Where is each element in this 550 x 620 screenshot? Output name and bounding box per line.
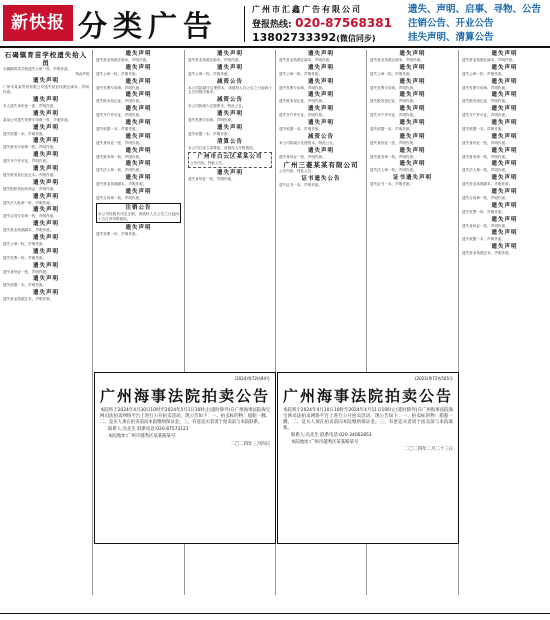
auction-date: 二〇二四年二月二十三日 xyxy=(404,447,453,453)
notice-title: 遗失声明 xyxy=(125,133,152,140)
notice-body: 遗失发票专用章，声明作废。 xyxy=(188,117,235,122)
notice-body: 遗失发票一份，声明作废。 xyxy=(96,232,140,237)
notice-body: 遗失收据一本，声明作废。 xyxy=(3,283,47,288)
notice-body: 遗失发票专用章，声明作废。 xyxy=(96,85,143,90)
notice-title: 遗失声明 xyxy=(491,202,518,209)
notice-body: 遗失法人章一枚，声明作废。 xyxy=(462,168,509,173)
classified-notice xyxy=(462,189,547,201)
notice-body: 遗失收据一本，声明作废。 xyxy=(462,126,506,131)
classified-notice xyxy=(462,230,547,242)
notice-body: 石碣镇育苗学校遗失公章一枚，声明作废。 xyxy=(3,67,72,71)
classified-notice xyxy=(462,120,547,132)
classified-notice xyxy=(370,92,455,104)
services-line-1: 遗失、声明、启事、寻物、公告 xyxy=(408,4,542,15)
notice-body: 遗失法人私章一枚，声明作废。 xyxy=(3,200,54,205)
classified-notice xyxy=(279,176,363,188)
notice-body: 遗失公章一枚，声明作废。 xyxy=(188,71,232,76)
page-header xyxy=(0,0,550,48)
classified-notice xyxy=(462,51,547,63)
auction-contact: 联系人:冯先生 联系电话:020-34062853 xyxy=(291,432,372,438)
notice-body: 广州市某某贸易有限公司遗失营业执照正副本，声明作废。 xyxy=(3,85,89,95)
classified-notice xyxy=(3,235,89,247)
notice-body: 遗失营业执照副本，声明作废。 xyxy=(3,228,54,233)
classified-notice xyxy=(188,97,272,109)
classified-notice xyxy=(3,138,89,150)
classified-notice xyxy=(3,125,89,137)
notice-body: 遗失发票一份，声明作废。 xyxy=(3,255,47,260)
notice-body: 遗失收据一本，声明作废。 xyxy=(370,126,414,131)
footer-rule xyxy=(0,613,550,614)
notice-title: 遗失声明 xyxy=(32,78,59,85)
notice-body: 遗失发票专用章，声明作废。 xyxy=(370,85,417,90)
hotline xyxy=(252,16,392,30)
auction-case-number: (2023)粤72执505号 xyxy=(414,376,453,381)
notice-body: 遗失财务章一枚，声明作废。 xyxy=(462,154,509,159)
notice-title: 遗失声明 xyxy=(307,64,334,71)
notice-title: 遗失声明 xyxy=(125,175,152,182)
notice-body: 遗失法人章一枚，声明作废。 xyxy=(96,168,143,173)
notice-title: 遗失声明 xyxy=(32,193,59,200)
notice-body: 遗失组织机构代码证，声明作废。 xyxy=(3,186,57,191)
classified-notice xyxy=(3,207,89,219)
classified-notice xyxy=(279,51,363,63)
notice-body: 遗失营业执照正副本，声明作废。 xyxy=(279,58,333,62)
classified-notice xyxy=(370,65,455,77)
notice-title: 遗失声明 xyxy=(32,234,59,241)
classified-notice xyxy=(96,51,181,63)
notice-title: 遗失声明 xyxy=(216,51,243,57)
notice-title: 遗失声明 xyxy=(399,119,426,126)
classified-notice xyxy=(96,203,181,224)
auction-title: 广州海事法院拍卖公告 xyxy=(100,387,271,405)
notice-body: 遗失身份证一张，声明作废。 xyxy=(462,140,509,145)
classified-notice xyxy=(96,148,181,160)
notice-body: 遗失财务专用章一枚，声明作废。 xyxy=(3,145,57,150)
notice-title: 遗失声明 xyxy=(125,78,152,85)
masthead-logo: 新快报 xyxy=(3,5,73,41)
classified-notice xyxy=(370,120,455,132)
notice-title: 遗失声明 xyxy=(125,119,152,126)
classified-notice xyxy=(96,189,181,201)
notice-body: 遗失开户许可证，声明作废。 xyxy=(462,113,509,118)
notice-title: 遗失声明 xyxy=(399,92,426,99)
classified-notice xyxy=(188,139,272,151)
notice-body: 遗失营业执照副本，声明作废。 xyxy=(462,182,513,187)
notice-title: 遗失声明 xyxy=(491,147,518,154)
notice-title: 清算公告 xyxy=(216,138,243,145)
notice-title: 遗失声明 xyxy=(399,147,426,154)
notice-body: 遗失收据一本，声明作废。 xyxy=(462,237,506,242)
auction-title: 广州海事法院拍卖公告 xyxy=(283,387,454,405)
classified-notice xyxy=(3,152,89,164)
classified-notice xyxy=(462,106,547,118)
notice-title: 石碣镇育苗学校遗失给入员 xyxy=(4,51,88,67)
notice-body: 遗失税务登记证正本，声明作废。 xyxy=(3,172,57,177)
notice-body: 遗失收据一本，声明作废。 xyxy=(279,126,323,131)
notice-title: 遗失声明 xyxy=(491,175,518,182)
classified-notice xyxy=(188,152,272,168)
classified-notice xyxy=(3,290,89,302)
notice-title: 遗失声明 xyxy=(125,188,152,195)
notice-body: 遗失营业执照正副本，声明作废。 xyxy=(370,58,424,62)
notice-title: 遗失声明 xyxy=(125,51,152,57)
notice-body: 遗失身份证一张，声明作废。 xyxy=(462,223,509,228)
notice-body: 遗失发票一份，声明作废。 xyxy=(462,209,506,214)
notice-body: 遗失开户许可证，声明作废。 xyxy=(279,113,326,118)
notice-title: 遗失声明 xyxy=(491,188,518,195)
notice-title: 遗失声明 xyxy=(399,64,426,71)
notice-body: 本公司拟减少注册资本，请债权人自公告之日起四十五日内提出要求。 xyxy=(188,85,272,95)
notice-title: 遗失声明 xyxy=(491,244,518,251)
notice-body: 遗失营业执照副本，声明作废。 xyxy=(96,182,147,187)
notice-title: 减资公告 xyxy=(307,133,334,140)
notice-body: 遗失法人章一枚，声明作废。 xyxy=(370,168,417,173)
notice-body: 某某公司遗失发票专用章一枚，声明作废。 xyxy=(3,117,72,122)
notice-body: 遗失营业执照正副本，声明作废。 xyxy=(462,58,516,62)
notice-body: 遗失收据一本，声明作废。 xyxy=(3,131,47,136)
notice-title: 遗失声明 xyxy=(32,165,59,172)
notice-title: 遗失声明 xyxy=(32,262,59,269)
notice-body: 遗失公章一枚，声明作废。 xyxy=(279,71,323,76)
notice-title: 遗失声明 xyxy=(399,51,426,57)
classified-notice xyxy=(3,51,89,76)
notice-body: 遗失身份证一张，声明作废。 xyxy=(279,154,326,159)
notice-body: 遗失证书一本，声明作废。 xyxy=(279,183,323,188)
notice-body: 遗失税务登记证，声明作废。 xyxy=(370,99,417,104)
classified-notice xyxy=(96,65,181,77)
notice-body: 遗失开户许可证，声明作废。 xyxy=(3,159,50,164)
notice-title: 遗失声明 xyxy=(307,51,334,57)
notice-body: 遗失身份证一张，声明作废。 xyxy=(188,177,235,182)
classified-notice xyxy=(462,79,547,91)
classified-notice xyxy=(96,120,181,132)
auction-notice-1 xyxy=(94,372,276,544)
classified-notice xyxy=(3,111,89,123)
classified-notice xyxy=(279,92,363,104)
classified-notice xyxy=(370,161,455,173)
classified-notice xyxy=(370,106,455,118)
classified-notice xyxy=(279,120,363,132)
notice-title: 遗失声明 xyxy=(491,161,518,168)
notice-title: 遗失声明 xyxy=(32,248,59,255)
notice-title: 遗失声明 xyxy=(32,207,59,214)
notice-body: 遗失营业执照正副本，声明作废。 xyxy=(188,58,242,62)
notice-title: 遗失声明 xyxy=(216,170,243,177)
classified-notice xyxy=(370,148,455,160)
auction-notice-2 xyxy=(277,372,459,544)
classified-notice xyxy=(279,79,363,91)
notice-title: 遗失声明 xyxy=(491,133,518,140)
notice-body: 遗失合同专用章一枚，声明作废。 xyxy=(3,214,57,219)
classified-notice xyxy=(462,217,547,229)
notice-body: 遗失发票专用章，声明作废。 xyxy=(462,85,509,90)
notice-title: 广州三菱某某有限公司 xyxy=(283,161,359,170)
notice-title: 遗失声明 xyxy=(32,276,59,283)
services-line-2: 注销公告、开业公告 xyxy=(408,18,494,29)
notice-title: 遗失声明 xyxy=(491,106,518,113)
notice-title: 注销公告 xyxy=(125,204,152,211)
notice-title: 遗失声明 xyxy=(491,92,518,99)
notice-body: 遗失开户许可证，声明作废。 xyxy=(370,113,417,118)
classified-notice xyxy=(462,92,547,104)
notice-body: 遗失公章一枚，声明作废。 xyxy=(370,71,414,76)
notice-title: 遗失声明 xyxy=(125,64,152,71)
hotline-label: 登报热线: xyxy=(252,20,292,30)
notice-title: 遗失声明 xyxy=(125,92,152,99)
notice-body: 遗失财务章一枚，声明作废。 xyxy=(370,154,417,159)
notice-body: 本公司拟减少注册资本，特此公告。 xyxy=(279,140,337,145)
notice-title: 遗失声明 xyxy=(125,147,152,154)
services-line-3: 挂失声明、清算公告 xyxy=(408,32,494,43)
notice-body: 遗失公章一枚，声明作废。 xyxy=(96,71,140,76)
classified-notice xyxy=(96,106,181,118)
notice-body: 遗失财务章一枚，声明作废。 xyxy=(96,154,143,159)
notice-title: 遗失声明 xyxy=(399,106,426,113)
classified-notice xyxy=(3,78,89,95)
notice-title: 遗失声明 xyxy=(307,147,334,154)
classified-notice xyxy=(3,221,89,233)
classified-notice xyxy=(370,51,455,63)
notice-body: 公告内容，特此公告。 xyxy=(190,161,226,166)
classified-notice xyxy=(96,79,181,91)
auction-body: 本院将于2024年4月30日10时至2024年5月1日10时止(延时除外)在广州海事法院淘宝网司法拍卖网络平台上进行公开拍卖活动，现公告如下：一、拍卖标的物：船舶一艘。二、竞买人须在拍卖前向本院缴纳保证金。三、有意竞买者请于拍卖前与本院联系。 xyxy=(100,408,270,425)
notice-title: 遗失声明 xyxy=(216,64,243,71)
classified-notice xyxy=(3,97,89,109)
notice-title: 减资公告 xyxy=(216,78,243,85)
classified-notice xyxy=(188,111,272,123)
notice-title: 遗失声明 xyxy=(399,133,426,140)
notice-title: 遗失声明 xyxy=(491,64,518,71)
notice-body: 遗失收据一本，声明作废。 xyxy=(96,126,140,131)
notice-title: 遗失声明 xyxy=(307,92,334,99)
classified-notice xyxy=(370,175,455,187)
notice-body: 本公司已成立清算组，请债权人申报债权。 xyxy=(188,145,257,150)
notice-body: 遗失收据一本，声明作废。 xyxy=(188,131,232,136)
classified-notice xyxy=(3,180,89,192)
classified-notice xyxy=(96,92,181,104)
classified-notice xyxy=(462,148,547,160)
notice-title: 遗失声明 xyxy=(32,290,59,297)
notice-body: 遗失身份证一张，声明作废。 xyxy=(96,140,143,145)
notice-title: 遗失声明 xyxy=(216,124,243,131)
notice-title: 遗失声明 xyxy=(32,96,59,103)
notice-body: 遗失身份证一张，声明作废。 xyxy=(3,269,50,274)
notice-body: 遗失税务登记证，声明作废。 xyxy=(462,99,509,104)
notice-signature: 特此声明 xyxy=(75,71,89,76)
section-title: 分类广告 xyxy=(78,9,219,43)
notice-title: 遗失声明 xyxy=(125,161,152,168)
notice-body: 公告内容，特此公告。 xyxy=(279,169,315,174)
notice-body: 本人遗失身份证一张，声明作废。 xyxy=(3,103,57,108)
notice-title: 遗失声明 xyxy=(125,106,152,113)
classified-notice xyxy=(279,106,363,118)
classified-notice xyxy=(3,276,89,288)
notice-title: 遗失声明 xyxy=(491,78,518,85)
classified-notice xyxy=(3,249,89,261)
classified-notice xyxy=(370,134,455,146)
notice-body: 遗失公章一枚，声明作废。 xyxy=(462,71,506,76)
classified-notice xyxy=(279,148,363,160)
notice-title: 证书遗失声明 xyxy=(392,175,432,182)
notice-title: 减资公告 xyxy=(216,97,243,104)
classified-notice xyxy=(96,225,181,237)
hotline-number: 020-87568381 xyxy=(295,16,392,30)
classified-notice xyxy=(188,125,272,137)
notice-title: 遗失声明 xyxy=(307,119,334,126)
notice-body: 遗失公章一枚，声明作废。 xyxy=(3,241,47,246)
classified-notice xyxy=(462,203,547,215)
notice-body: 遗失营业执照正副本，声明作废。 xyxy=(96,58,150,62)
classified-notice xyxy=(370,79,455,91)
notice-body: 遗失合同章一枚，声明作废。 xyxy=(462,195,509,200)
header-divider xyxy=(244,6,245,42)
agency-name: 广州市汇鑫广告有限公司 xyxy=(252,5,362,14)
notice-body: 遗失合同章一枚，声明作废。 xyxy=(96,195,143,200)
notice-body: 遗失发票专用章，声明作废。 xyxy=(279,85,326,90)
notice-title: 遗失声明 xyxy=(491,230,518,237)
classified-notice xyxy=(188,65,272,77)
auction-address: 本院地址:广州市越秀区某某路某号 xyxy=(291,439,359,445)
classified-notice xyxy=(279,161,363,174)
notice-title: 遗失声明 xyxy=(216,110,243,117)
notice-title: 遗失声明 xyxy=(491,51,518,57)
notice-title: 遗失声明 xyxy=(307,78,334,85)
notice-body: 本公司经股东决定注销，请债权人自公告之日起四十五日内申报债权。 xyxy=(98,211,179,221)
notice-title: 广州市白云区某某公司 xyxy=(197,154,263,161)
column-1 xyxy=(0,50,92,595)
notice-title: 遗失声明 xyxy=(32,110,59,117)
notice-title: 遗失声明 xyxy=(399,78,426,85)
classified-notice xyxy=(96,134,181,146)
classified-notice xyxy=(188,51,272,63)
notice-title: 遗失声明 xyxy=(32,138,59,145)
notice-title: 遗失声明 xyxy=(491,216,518,223)
classified-notice xyxy=(462,65,547,77)
mobile-number: 13802733392 xyxy=(252,31,337,44)
classified-notice xyxy=(279,65,363,77)
classified-notice xyxy=(462,134,547,146)
notice-body: 遗失开户许可证，声明作废。 xyxy=(96,113,143,118)
classified-notice xyxy=(96,161,181,173)
classified-notice xyxy=(462,175,547,187)
auction-case-number: (2024)粤72执94号 xyxy=(234,376,270,381)
column-6 xyxy=(458,50,550,595)
classified-notice xyxy=(462,244,547,256)
notice-title: 遗失声明 xyxy=(32,179,59,186)
classified-notice xyxy=(188,79,272,96)
classified-notice xyxy=(3,166,89,178)
auction-body: 本院将于2024年4月10日10时至2024年4月11日10时止(延时除外)在广州海事法院淘宝网司法拍卖网络平台上进行公开拍卖活动，现公告如下：一、拍卖标的物：船舶一艘。二、竞买人须在拍卖前向本院缴纳保证金。三、有意竞买者请于拍卖前与本院联系。 xyxy=(283,408,453,431)
notice-title: 遗失声明 xyxy=(32,124,59,131)
notice-body: 遗失营业执照正本，声明作废。 xyxy=(3,297,54,302)
classified-notice xyxy=(279,134,363,146)
notice-body: 遗失营业执照正本，声明作废。 xyxy=(462,251,513,256)
notice-title: 证书遗失公告 xyxy=(301,176,341,183)
auction-address: 本院地址:广州市越秀区某某路某号 xyxy=(108,433,176,439)
notice-title: 遗失声明 xyxy=(307,106,334,113)
notice-body: 遗失税务登记证，声明作废。 xyxy=(96,99,143,104)
services-list xyxy=(408,3,548,45)
classified-notice xyxy=(462,161,547,173)
auction-date: 二〇二四年三月四日 xyxy=(230,441,270,447)
notice-body: 本公司拟减少注册资本，特此公告。 xyxy=(188,104,246,109)
classified-notice xyxy=(3,194,89,206)
classified-notice xyxy=(188,170,272,182)
notice-title: 遗失声明 xyxy=(32,152,59,159)
wechat-note: (微信同步) xyxy=(336,34,376,43)
notice-body: 遗失身份证一张，声明作废。 xyxy=(370,140,417,145)
notice-body: 遗失证书一本，声明作废。 xyxy=(370,182,414,187)
notice-title: 遗失声明 xyxy=(32,221,59,228)
mobile-line xyxy=(252,31,376,44)
notice-title: 遗失声明 xyxy=(125,225,152,232)
auction-contact: 联系人:冯先生 联系电话:020-87573121 xyxy=(108,426,189,432)
notice-title: 遗失声明 xyxy=(399,161,426,168)
classified-notice xyxy=(96,175,181,187)
notice-title: 遗失声明 xyxy=(491,119,518,126)
classified-notice xyxy=(3,263,89,275)
notice-body: 遗失税务登记证，声明作废。 xyxy=(279,99,326,104)
